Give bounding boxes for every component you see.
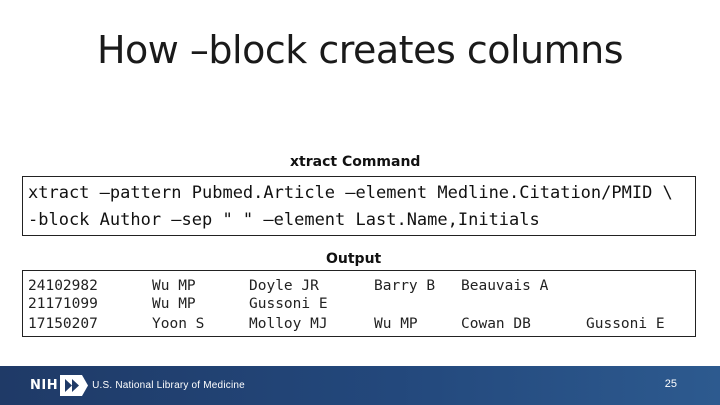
chevron-right-icon	[60, 375, 88, 396]
command-label: xtract Command	[290, 154, 421, 170]
output-cell: Molloy MJ	[249, 316, 328, 332]
output-row	[23, 277, 695, 295]
page-number: 25	[664, 378, 677, 390]
output-cell: Cowan DB	[461, 316, 531, 332]
output-cell: Gussoni E	[249, 296, 328, 312]
org-name: U.S. National Library of Medicine	[92, 380, 245, 391]
footer-bar	[0, 366, 720, 405]
output-row	[23, 295, 695, 313]
command-box	[22, 176, 696, 236]
output-box	[22, 270, 696, 337]
slide-title: How –block creates columns	[96, 28, 624, 72]
output-cell: Yoon S	[152, 316, 205, 332]
output-cell: Wu MP	[152, 278, 196, 294]
output-label: Output	[326, 251, 382, 267]
output-cell: 21171099	[28, 296, 98, 312]
output-cell: Wu MP	[374, 316, 418, 332]
nih-logo[interactable]	[30, 375, 245, 396]
output-cell: Barry B	[374, 278, 436, 294]
output-cell: Beauvais A	[461, 278, 549, 294]
output-cell: Wu MP	[152, 296, 196, 312]
nih-logo-text: NIH	[30, 378, 59, 393]
output-cell: 24102982	[28, 278, 98, 294]
command-line-2: -block Author –sep " " –element Last.Name,Initials	[28, 210, 540, 230]
output-cell: 17150207	[28, 316, 98, 332]
command-line-1: xtract –pattern Pubmed.Article –element Medline.Citation/PMID \	[28, 183, 673, 203]
output-row	[23, 315, 695, 333]
output-cell: Gussoni E	[586, 316, 665, 332]
output-cell: Doyle JR	[249, 278, 319, 294]
